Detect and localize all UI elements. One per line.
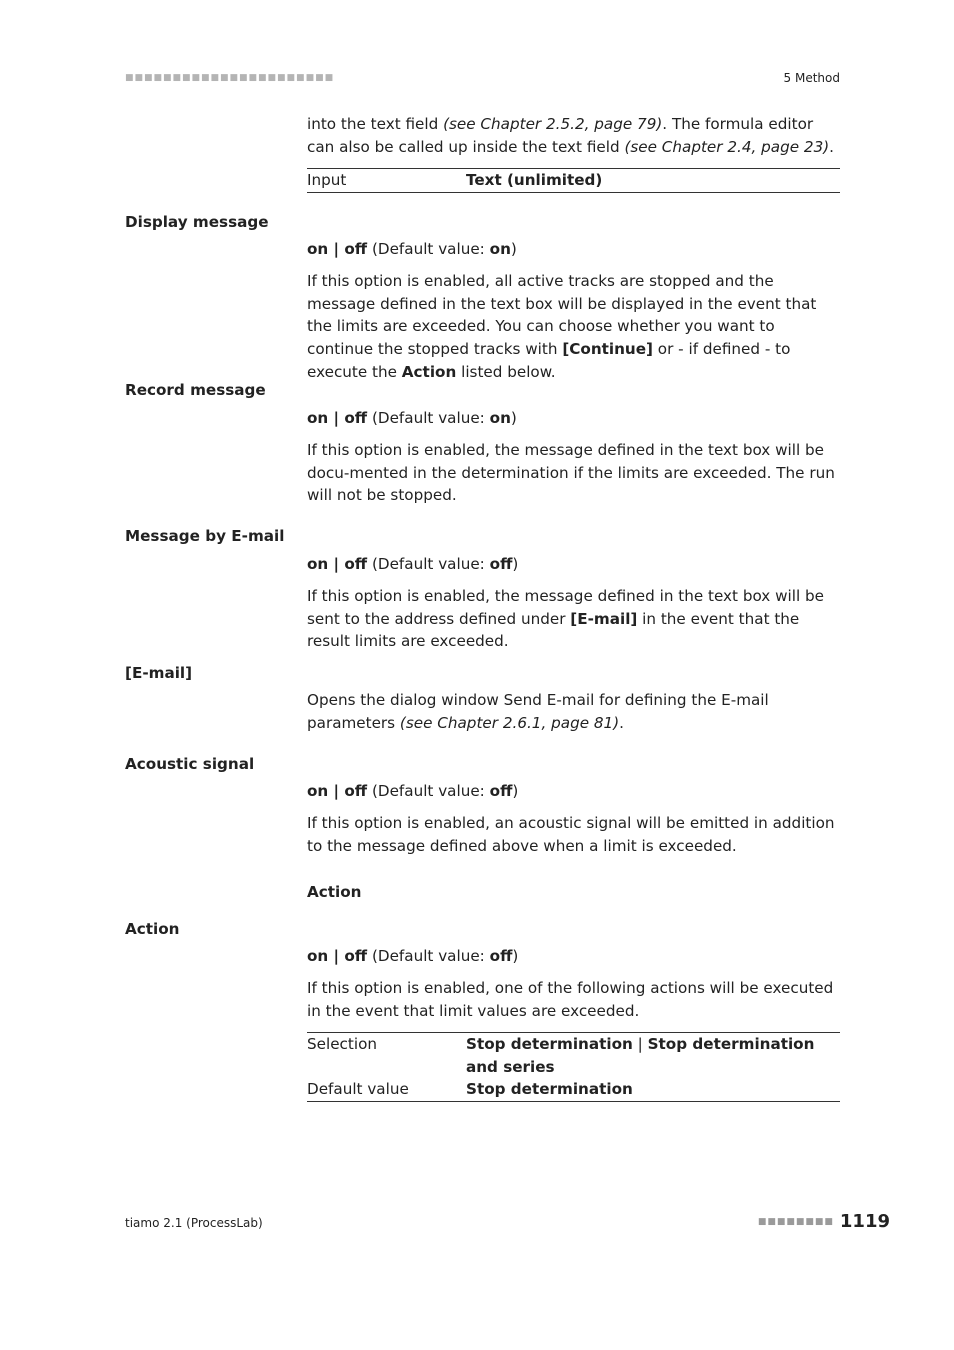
input-table (307, 168, 840, 193)
term-message-by-email: Message by E-mail (125, 527, 285, 545)
default-value: Stop determination (466, 1080, 633, 1099)
option-separator: | (328, 782, 345, 800)
desc-text: listed below. (456, 362, 556, 381)
option-off: off (344, 555, 368, 573)
desc-text: Opens the dialog window Send E-mail for defining the E-mail parameters (307, 691, 769, 732)
default-value-label: Default value (307, 1080, 409, 1099)
table-row (307, 1033, 840, 1078)
input-label: Input (307, 171, 347, 189)
option-on: on (307, 240, 329, 258)
selection-option: Stop determination and series (466, 1035, 815, 1076)
desc-text: . (619, 713, 624, 732)
option-on: on (307, 782, 329, 800)
option-separator: | (328, 240, 345, 258)
continue-button-ref: [Continue] (562, 340, 653, 359)
selection-separator: | (632, 1035, 648, 1053)
chapter-reference-link[interactable]: (see Chapter 2.5.2, page 79) (443, 115, 663, 133)
action-ref: Action (401, 362, 457, 381)
table-row (307, 169, 840, 192)
option-on: on (307, 947, 329, 965)
default-value: off (489, 782, 513, 800)
intro-text-1: into the text field (307, 115, 444, 133)
selection-value (466, 1033, 840, 1078)
email-button-ref: [E-mail] (570, 609, 638, 628)
default-value: off (489, 555, 513, 573)
desc-text: If this option is enabled, all active tracks are stopped and the message defined in the text box will be displayed in the event that the limits are exceeded. You can choose whether you want to continue the stopped tracks with (307, 272, 817, 359)
intro-paragraph (307, 113, 843, 158)
footer-decoration: ■■■■■■■■ (757, 1216, 834, 1227)
selection-option: Stop determination (466, 1035, 633, 1053)
default-suffix: ) (510, 240, 517, 258)
desc-text: in the event that the result limits are exceeded. (307, 609, 800, 651)
default-value: off (489, 947, 513, 965)
record-message-options (307, 407, 843, 430)
intro-text-2: . The formula editor can also be called up inside the text field (307, 115, 814, 156)
chapter-reference-link[interactable]: (see Chapter 2.4, page 23) (624, 137, 830, 156)
record-message-description: If this option is enabled, the message defined in the text box will be docu-mented in the determination if the limits are exceeded. The run will not be stopped. (307, 441, 835, 505)
option-separator: | (328, 409, 345, 427)
default-prefix: (Default value: (367, 240, 490, 258)
acoustic-options (307, 780, 843, 803)
default-value: on (489, 409, 511, 427)
section-heading-action: Action (307, 883, 362, 901)
acoustic-description: If this option is enabled, an acoustic signal will be emitted in addition to the message defined above when a limit is exceeded. (307, 814, 835, 855)
term-acoustic-signal: Acoustic signal (125, 755, 255, 773)
desc-text: or - if defined - to execute the (307, 340, 791, 381)
email-description (307, 689, 843, 734)
option-on: on (307, 555, 329, 573)
action-table (307, 1032, 840, 1102)
default-prefix: (Default value: (367, 555, 490, 573)
term-display-message: Display message (125, 213, 269, 231)
default-prefix: (Default value: (367, 782, 490, 800)
selection-label: Selection (307, 1035, 377, 1053)
display-message-options (307, 238, 843, 261)
term-record-message: Record message (125, 381, 266, 399)
default-suffix: ) (512, 782, 519, 800)
message-email-options (307, 553, 843, 576)
footer-product-name: tiamo 2.1 (ProcessLab) (125, 1216, 263, 1230)
option-off: off (344, 240, 368, 258)
action-description: If this option is enabled, one of the following actions will be executed in the event that limit values are exceeded. (307, 979, 834, 1020)
term-email: [E-mail] (125, 664, 193, 682)
term-action: Action (125, 920, 180, 938)
footer-page-info (758, 1211, 890, 1232)
option-off: off (344, 947, 368, 965)
default-suffix: ) (510, 409, 517, 427)
page-number: 1119 (839, 1211, 890, 1232)
default-prefix: (Default value: (367, 947, 490, 965)
input-value: Text (unlimited) (466, 171, 603, 189)
chapter-reference-link[interactable]: (see Chapter 2.6.1, page 81) (399, 713, 620, 732)
default-value: on (489, 240, 511, 258)
option-separator: | (328, 555, 345, 573)
display-message-description (307, 270, 843, 384)
table-row (307, 1078, 840, 1101)
option-separator: | (328, 947, 345, 965)
default-prefix: (Default value: (367, 409, 490, 427)
action-options (307, 945, 843, 968)
message-email-description (307, 585, 843, 653)
option-off: off (344, 782, 368, 800)
default-suffix: ) (512, 947, 519, 965)
desc-text: If this option is enabled, the message defined in the text box will be sent to the address defined under (307, 587, 825, 628)
header-decoration: ■■■■■■■■■■■■■■■■■■■■■■ (125, 73, 335, 83)
option-on: on (307, 409, 329, 427)
option-off: off (344, 409, 368, 427)
header-section-title: 5 Method (783, 71, 840, 85)
intro-text-3: . (829, 137, 834, 156)
default-suffix: ) (512, 555, 519, 573)
